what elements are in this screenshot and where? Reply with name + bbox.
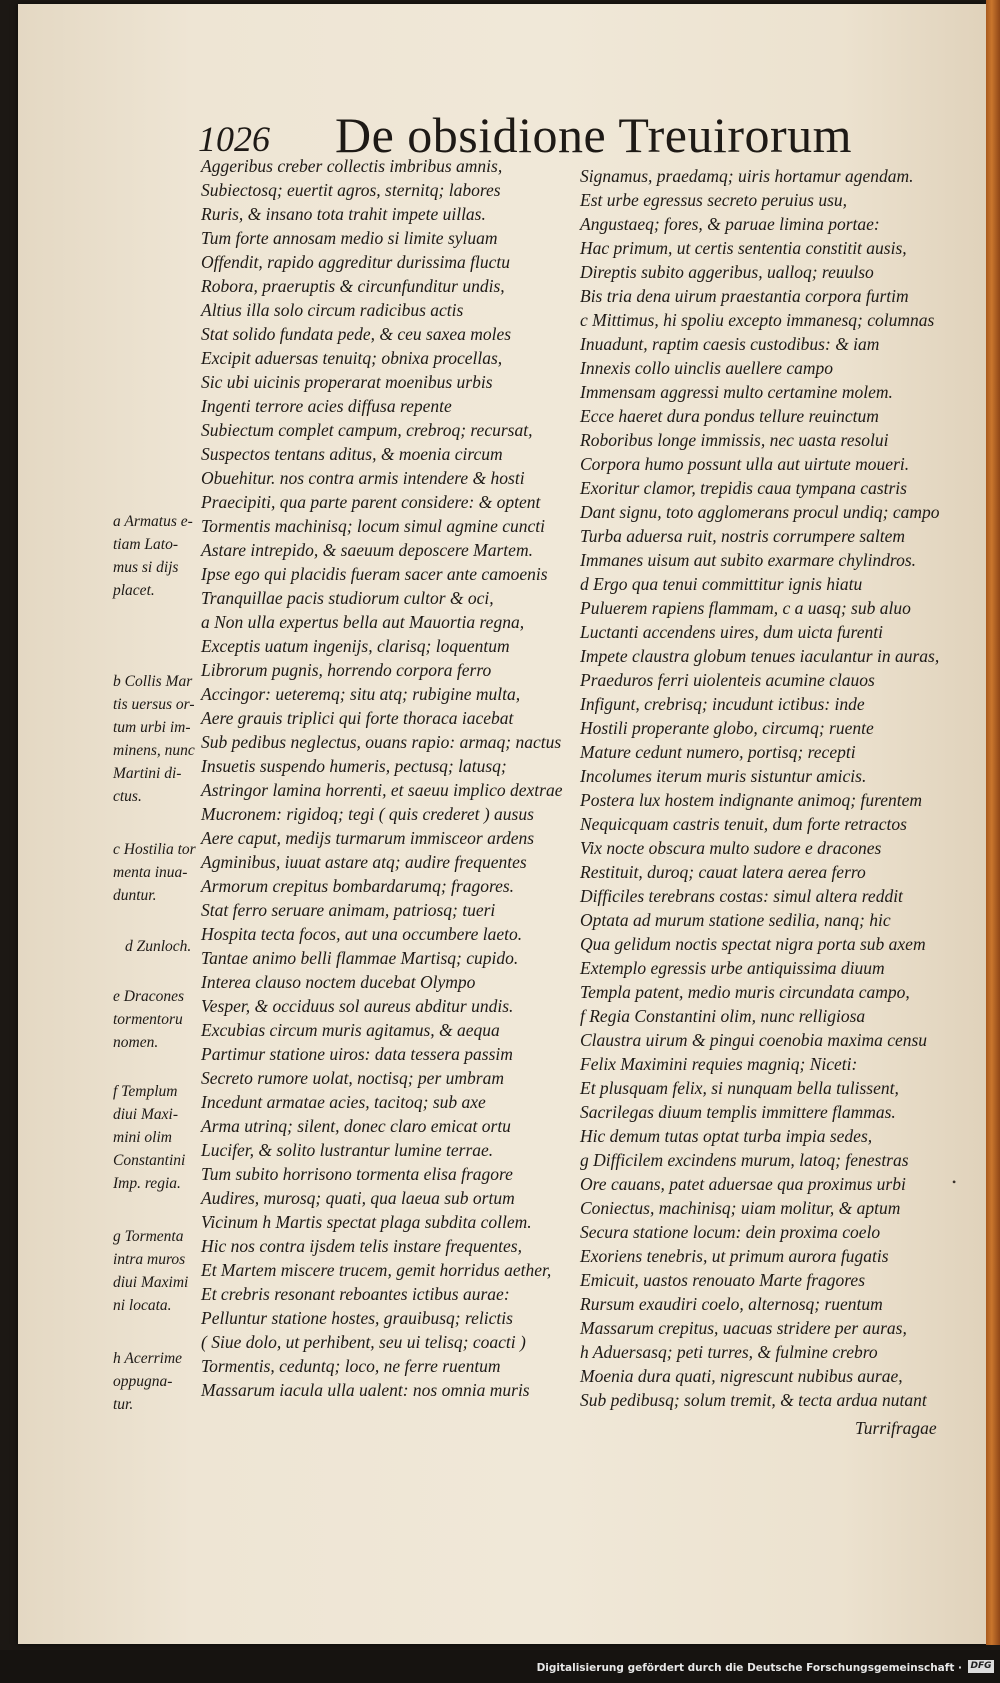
verse-line: Mature cedunt numero, portisq; recepti <box>580 742 856 762</box>
verse-line: Innexis collo uinclis auellere campo <box>580 358 834 378</box>
verse-line: Partimur statione uiros: data tessera passim <box>201 1044 513 1064</box>
verse-line: Ipse ego qui placidis fueram sacer ante camoenis <box>201 564 548 584</box>
verse-line: Astringor lamina horrenti, et saeuu implico dextrae <box>201 780 563 800</box>
verse-line: ( Siue dolo, ut perhibent, seu ui telisq; coacti ) <box>201 1332 526 1352</box>
verse-line: Tantae animo belli flammae Martisq; cupido. <box>201 948 519 968</box>
verse-line: Robora, praeruptis & circunfunditur undis, <box>201 276 505 296</box>
footer-credit: Digitalisierung gefördert durch die Deutsche Forschungsgemeinschaft · <box>536 1662 962 1674</box>
right-text-column <box>580 164 950 1412</box>
verse-line: Angustaeq; fores, & paruae limina portae: <box>580 214 880 234</box>
verse-line: Restituit, duroq; cauat latera aerea ferro <box>580 862 866 882</box>
verse-line: Et crebris resonant reboantes ictibus aurae: <box>201 1284 510 1304</box>
verse-line: Massarum iacula ulla ualent: nos omnia muris <box>201 1380 530 1400</box>
verse-line: Corpora humo possunt ulla aut uirtute moueri. <box>580 454 910 474</box>
verse-line: Exoritur clamor, trepidis caua tympana castris <box>580 478 907 498</box>
verse-line: Stat ferro seruare animam, patriosq; tueri <box>201 900 496 920</box>
verse-line: Hic demum tutas optat turba impia sedes, <box>580 1126 873 1146</box>
verse-line: Offendit, rapido aggreditur durissima fluctu <box>201 252 511 272</box>
page-number: 1026 <box>198 119 270 159</box>
verse-line: Rursum exaudiri coelo, alternosq; ruentum <box>580 1294 883 1314</box>
verse-line: g Difficilem excindens murum, latoq; fenestras <box>580 1150 909 1170</box>
verse-line: Ecce haeret dura pondus tellure reuinctum <box>580 406 879 426</box>
running-title: De obsidione Treuirorum <box>335 107 853 163</box>
verse-line: a Non ulla expertus bella aut Mauortia regna, <box>201 612 525 632</box>
verse-line: Subiectum complet campum, crebroq; recursat, <box>201 420 533 440</box>
verse-line: Sub pedibus neglectus, ouans rapio: armaq; nactus <box>201 732 562 752</box>
verse-line: Excubias circum muris agitamus, & aequa <box>201 1020 500 1040</box>
page-edge-strip <box>986 0 1000 1645</box>
verse-line: Dant signu, toto agglomerans procul undiq; campo <box>580 502 940 522</box>
catchword: Turrifragae <box>855 1418 937 1438</box>
verse-line: Hostili properante globo, circumq; ruente <box>580 718 874 738</box>
verse-line: Agminibus, iuuat astare atq; audire frequentes <box>201 852 527 872</box>
verse-line: Optata ad murum statione sedilia, nanq; hic <box>580 910 891 930</box>
verse-line: Sic ubi uicinis properarat moenibus urbis <box>201 372 493 392</box>
verse-line: Exceptis uatum ingenijs, clarisq; loquentum <box>201 636 510 656</box>
margin-note-f: f Templum diui Maxi- mini olim Constantini Imp. regia. <box>113 1083 186 1192</box>
verse-line: Coniectus, machinisq; uiam molitur, & aptum <box>580 1198 901 1218</box>
verse-line: Roboribus longe immissis, nec uasta resolui <box>580 430 889 450</box>
verse-line: Lucifer, & solito lustrantur lumine terrae. <box>201 1140 494 1160</box>
verse-line: Excipit aduersas tenuitq; obnixa procellas, <box>201 348 503 368</box>
verse-line: Praecipiti, qua parte parent considere: & optent <box>201 492 541 512</box>
verse-line: Felix Maximini requies magniq; Niceti: <box>580 1054 858 1074</box>
verse-line: Praeduros ferri uiolenteis acumine clauos <box>580 670 875 690</box>
verse-line: Luctanti accendens uires, dum uicta furenti <box>580 622 883 642</box>
verse-line: Secreto rumore uolat, noctisq; per umbram <box>201 1068 504 1088</box>
verse-line: Nequicquam castris tenuit, dum forte retractos <box>580 814 907 834</box>
verse-line: Postera lux hostem indignante animoq; furentem <box>580 790 923 810</box>
verse-line: Extemplo egressis urbe antiquissima diuum <box>580 958 885 978</box>
verse-line: Et Martem miscere trucem, gemit horridus aether, <box>201 1260 552 1280</box>
verse-line: Vicinum h Martis spectat plaga subdita collem. <box>201 1212 532 1232</box>
verse-line: Astare intrepido, & saeuum deposcere Martem. <box>201 540 533 560</box>
verse-line: Tranquillae pacis studiorum cultor & oci, <box>201 588 494 608</box>
verse-line: Immanes uisum aut subito exarmare chylindros. <box>580 550 917 570</box>
verse-line: Tum forte annosam medio si limite syluam <box>201 228 498 248</box>
verse-line: d Ergo qua tenui committitur ignis hiatu <box>580 574 863 594</box>
verse-line: Bis tria dena uirum praestantia corpora furtim <box>580 286 909 306</box>
verse-line: Signamus, praedamq; uiris hortamur agendam. <box>580 166 914 186</box>
verse-line: Infigunt, crebrisq; incudunt ictibus: inde <box>580 694 865 714</box>
verse-line: c Mittimus, hi spoliu excepto immanesq; columnas <box>580 310 935 330</box>
verse-line: Vesper, & occiduus sol aureus abditur undis. <box>201 996 514 1016</box>
dfg-logo: DFG <box>968 1660 994 1673</box>
verse-line: Armorum crepitus bombardarumq; fragores. <box>201 876 515 896</box>
verse-line: Mucronem: rigidoq; tegi ( quis crederet ) ausus <box>201 804 534 824</box>
verse-line: Hospita tecta focos, aut una occumbere laeto. <box>201 924 523 944</box>
verse-line: Templa patent, medio muris circundata campo, <box>580 982 910 1002</box>
verse-line: Massarum crepitus, uacuas stridere per auras, <box>580 1318 907 1338</box>
verse-line: Audires, murosq; quati, qua laeua sub ortum <box>201 1188 515 1208</box>
verse-line: Sacrilegas diuum templis immittere flammas. <box>580 1102 896 1122</box>
verse-line: Suspectos tentans aditus, & moenia circum <box>201 444 503 464</box>
verse-line: Secura statione locum: dein proxima coelo <box>580 1222 881 1242</box>
verse-line: Altius illa solo circum radicibus actis <box>201 300 464 320</box>
verse-line: Tormentis, ceduntq; loco, ne ferre ruentum <box>201 1356 501 1376</box>
margin-note-g: g Tormenta intra muros diui Maximi ni locata. <box>113 1228 189 1314</box>
verse-line: Puluerem rapiens flammam, c a uasq; sub aluo <box>580 598 911 618</box>
margin-note-h: h Acerrime oppugna- tur. <box>113 1350 183 1413</box>
verse-line: Turba aduersa ruit, nostris corrumpere saltem <box>580 526 906 546</box>
verse-line: Subiectosq; euertit agros, sternitq; labores <box>201 180 501 200</box>
margin-note-c: c Hostilia tor menta inua- duntur. <box>113 841 196 904</box>
verse-line: Incedunt armatae acies, tacitoq; sub axe <box>201 1092 486 1112</box>
left-text-column <box>201 154 571 1402</box>
verse-line: Et plusquam felix, si nunquam bella tulissent, <box>580 1078 899 1098</box>
verse-line: Obuehitur. nos contra armis intendere & hosti <box>201 468 525 488</box>
verse-line: Tum subito horrisono tormenta elisa fragore <box>201 1164 513 1184</box>
verse-line: Insuetis suspendo humeris, pectusq; latusq; <box>201 756 507 776</box>
verse-line: Stat solido fundata pede, & ceu saxea moles <box>201 324 512 344</box>
verse-line: Librorum pugnis, horrendo corpora ferro <box>201 660 492 680</box>
verse-line: Ruris, & insano tota trahit impete uillas. <box>201 204 486 224</box>
verse-line: Aere caput, medijs turmarum immisceor ardens <box>201 828 535 848</box>
verse-line: Est urbe egressus secreto peruius usu, <box>580 190 848 210</box>
verse-line: Incolumes iterum muris sistuntur amicis. <box>580 766 867 786</box>
verse-line: Hic nos contra ijsdem telis instare frequentes, <box>201 1236 522 1256</box>
verse-line: Difficiles terebrans costas: simul altera reddit <box>580 886 903 906</box>
verse-line: Inuadunt, raptim caesis custodibus: & iam <box>580 334 880 354</box>
verse-line: Pelluntur statione hostes, grauibusq; relictis <box>201 1308 513 1328</box>
verse-line: Arma utrinq; silent, donec claro emicat ortu <box>201 1116 511 1136</box>
verse-line: Interea clauso noctem ducebat Olympo <box>201 972 476 992</box>
margin-note-a: a Armatus e- tiam Lato- mus si dijs placet. <box>113 513 193 599</box>
verse-line: Moenia dura quati, nigrescunt nubibus aurae, <box>580 1366 903 1386</box>
verse-line: Ore cauans, patet aduersae qua proximus urbi <box>580 1174 906 1194</box>
verse-line: Claustra uirum & pingui coenobia maxima censu <box>580 1030 928 1050</box>
verse-line: Impete claustra globum tenues iaculantur in auras, <box>580 646 940 666</box>
verse-line: Hac primum, ut certis sententia constitit ausis, <box>580 238 907 258</box>
verse-line: Ingenti terrore acies diffusa repente <box>201 396 452 416</box>
edge-mark: • <box>952 1175 957 1189</box>
verse-line: Aggeribus creber collectis imbribus amnis, <box>201 156 503 176</box>
verse-line: Vix nocte obscura multo sudore e dracones <box>580 838 882 858</box>
margin-note-d: d Zunloch. <box>125 938 192 955</box>
verse-line: Accingor: ueteremq; situ atq; rubigine multa, <box>201 684 521 704</box>
verse-line: Immensam aggressi multo certamine molem. <box>580 382 893 402</box>
margin-note-b: b Collis Mar tis uersus or- tum urbi im- minens, nunc Martini di- ctus. <box>113 673 195 805</box>
verse-line: Qua gelidum noctis spectat nigra porta sub axem <box>580 934 926 954</box>
margin-note-e: e Dracones tormentoru nomen. <box>113 988 185 1051</box>
verse-line: h Aduersasq; peti turres, & fulmine crebro <box>580 1342 878 1362</box>
verse-line: Tormentis machinisq; locum simul agmine cuncti <box>201 516 545 536</box>
verse-line: Exoriens tenebris, ut primum aurora fugatis <box>580 1246 889 1266</box>
verse-line: Emicuit, uastos renouato Marte fragores <box>580 1270 866 1290</box>
verse-line: Aere grauis triplici qui forte thoraca iacebat <box>201 708 514 728</box>
verse-line: Sub pedibusq; solum tremit, & tecta ardua nutant <box>580 1390 927 1410</box>
digitization-footer <box>0 1650 1000 1683</box>
verse-line: f Regia Constantini olim, nunc relligiosa <box>580 1006 866 1026</box>
verse-line: Direptis subito aggeribus, ualloq; reuulso <box>580 262 874 282</box>
